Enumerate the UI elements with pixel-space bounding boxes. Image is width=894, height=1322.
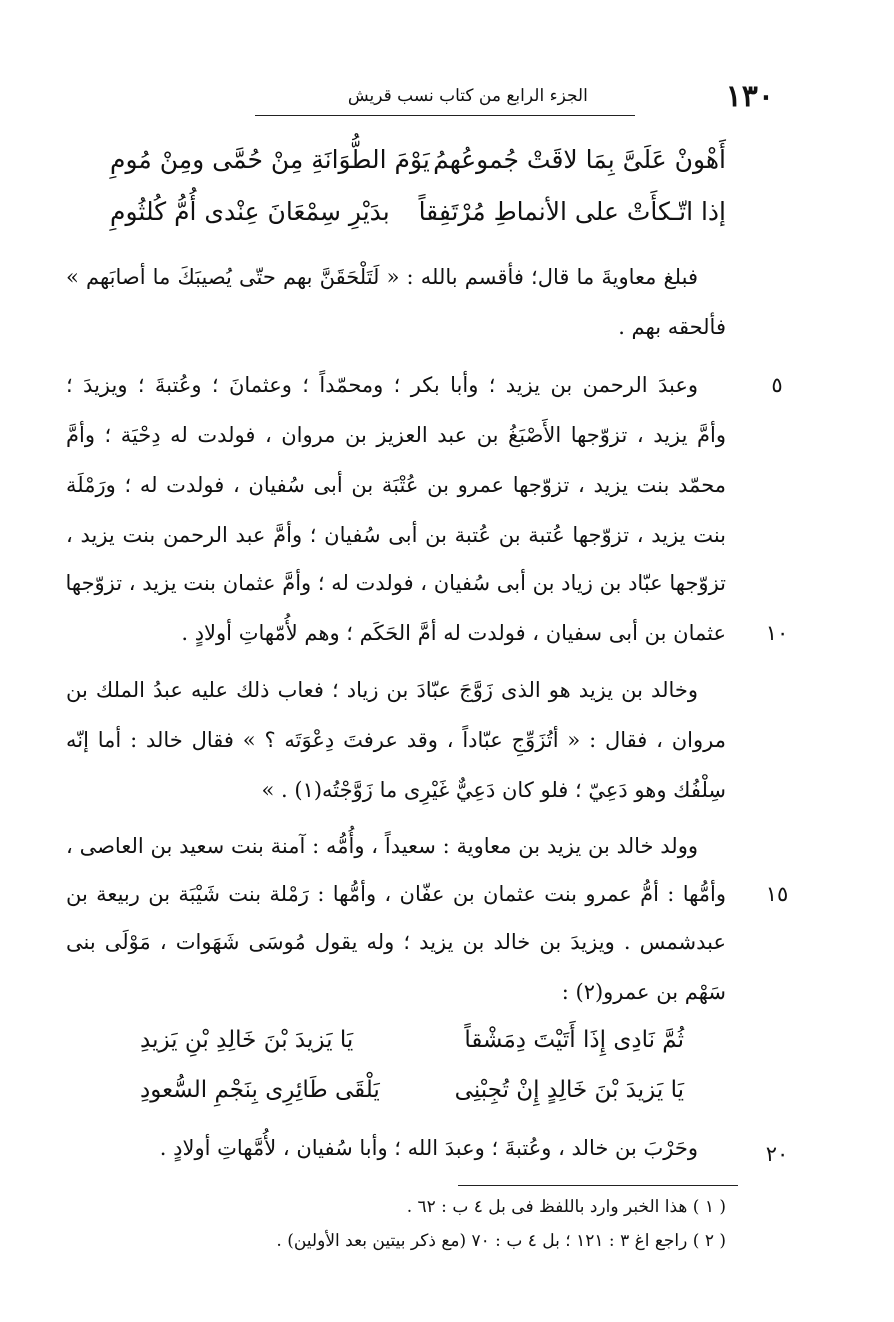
line-number: ١٥ <box>765 882 789 906</box>
footnote-rule <box>458 1185 738 1186</box>
verse-hemistich-second: يَوْمَ الطُّوَانَةِ مِنْ حُمَّى ومِنْ مُومِ <box>110 144 430 174</box>
verse-hemistich-first: إذا اتّـكأَتْ على الأنماطِ مُرْتَفِقاً <box>418 196 726 226</box>
text-line: وولد خالد بن يزيد بن معاوية : سعيداً ، وأُمُّه : آمنة بنت سعيد بن العاصى ، <box>66 834 698 858</box>
text-line: سِلْفُك وهو دَعِيّ ؛ فلو كان دَعِيٌّ غَيْرِى ما زَوَّجْتُه(١) . » <box>261 778 726 802</box>
text-line: بنت يزيد ، تزوّجها عُتبة بن عُتبة بن أبى سُفيان ؛ وأمَّ عبد الرحمن بنت يزيد ، <box>66 523 726 547</box>
text-line: وخالد بن يزيد هو الذى زَوَّجَ عبّادَ بن زياد ؛ فعاب ذلك عليه عبدُ الملك بن <box>66 678 698 702</box>
running-title: الجزء الرابع من كتاب نسب قريش <box>347 86 588 106</box>
poem-hemistich-second: يَا يَزيدَ بْنَ خَالِدِ بْنِ يَزيدِ <box>140 1027 354 1053</box>
poem-hemistich-first: ثُمَّ نَادِى إِذَا أَتَيْتَ دِمَشْقاً <box>464 1027 684 1053</box>
poem-line <box>140 1018 684 1062</box>
footnote: ( ٢ ) راجع اغ ٣ : ١٢١ ؛ بل ٤ ب : ٧٠ (مع ذكر بيتين بعد الأولين) . <box>276 1231 726 1251</box>
text-line: عبدشمس . ويزيدَ بن خالد بن يزيد ؛ وله يقول مُوسَى شَهَوات ، مَوْلَى بنى <box>66 930 726 954</box>
poem-hemistich-second: يَلْقَى طَائِرِى بِنَجْمِ السُّعودِ <box>140 1077 380 1103</box>
text-line: عثمان بن أبى سفيان ، فولدت له أمَّ الحَكَم ؛ وهم لأُمّهاتِ أولادٍ . <box>181 621 726 645</box>
line-number: ٥ <box>771 373 783 397</box>
text-line: وأمَّ يزيد ، تزوّجها الأَصْبَغُ بن عبد العزيز بن مروان ، فولدت له دِحْيَة ؛ وأمَّ <box>66 423 726 447</box>
verse-hemistich-second: بدَيْرِ سِمْعَانَ عِنْدى أُمُّ كُلثُومِ <box>110 196 390 226</box>
header-rule <box>255 115 635 116</box>
text-line: فألحقه بهم . <box>618 315 726 339</box>
page-number: ١٣٠ <box>725 78 774 114</box>
footnote: ( ١ ) هذا الخبر وارد باللفظ فى بل ٤ ب : ٦٢ . <box>406 1197 726 1217</box>
text-line: وأمُّها : أمُّ عمرو بنت عثمان بن عفّان ، وأمُّها : رَمْلة بنت شَيْبَة بن ربيعة بن <box>66 882 726 906</box>
text-line: تزوّجها عبّاد بن زياد بن أبى سُفيان ، فولدت له ؛ وأمَّ عثمان بنت يزيد ، تزوّجها <box>65 571 726 595</box>
verse-line <box>110 189 726 233</box>
text-line: محمّد بنت يزيد ، تزوّجها عمرو بن عُتْبَة بن أبى سُفيان ، فولدت له ؛ ورَمْلَة <box>66 473 726 497</box>
text-line: وحَرْبَ بن خالد ، وعُتبةَ ؛ وعبدَ الله ؛ وأبا سُفيان ، لأُمَّهاتِ أولادٍ . <box>159 1136 698 1160</box>
poem-line <box>140 1068 684 1112</box>
poem-hemistich-first: يَا يَزيدَ بْنَ خَالِدٍ إِنْ تُجِبْنِى <box>454 1077 684 1103</box>
line-number: ١٠ <box>765 621 789 645</box>
text-line: وعبدَ الرحمن بن يزيد ؛ وأبا بكر ؛ ومحمّداً ؛ وعثمانَ ؛ وعُتبةَ ؛ ويزيدَ ؛ <box>66 373 698 397</box>
verse-hemistich-first: أَهْونْ عَلَىَّ بِمَا لاقَتْ جُموعُهمُ <box>433 144 726 174</box>
text-line: مروان ، فقال : « أتُزَوِّجِ عبّاداً ، وقد عرفتَ دِعْوَتَه ؟ » فقال خالد : أما إنّه <box>66 728 726 752</box>
verse-line <box>110 137 726 181</box>
text-line: سَهْم بن عمرو(٢) : <box>561 980 726 1004</box>
page-header <box>130 78 774 114</box>
text-line: فبلغ معاويةَ ما قال؛ فأقسم بالله : « لَتَلْحَقَنَّ بهم حتّى يُصيبَكَ ما أصابَهم » <box>66 265 698 289</box>
line-number: ٢٠ <box>765 1142 789 1166</box>
